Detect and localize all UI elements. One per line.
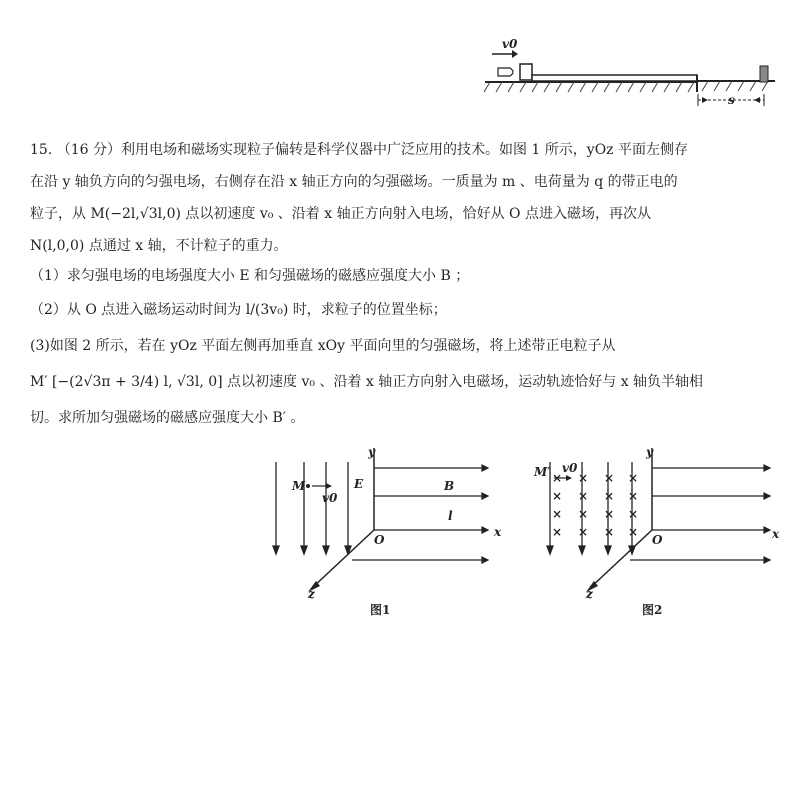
- svg-text:×: ×: [628, 507, 639, 521]
- svg-text:×: ×: [604, 525, 615, 539]
- problem-line-1: 15. （16 分）利用电场和磁场实现粒子偏转是科学仪器中广泛应用的技术。如图 1 所示，yOz 平面左侧存: [30, 142, 688, 158]
- svg-text:×: ×: [552, 525, 563, 539]
- svg-text:×: ×: [628, 471, 639, 485]
- svg-text:×: ×: [604, 489, 615, 503]
- svg-text:×: ×: [552, 489, 563, 503]
- fig1-l-label: l: [448, 509, 453, 523]
- fig2-y-label: y: [646, 448, 653, 459]
- figure-1: [262, 448, 502, 618]
- svg-text:×: ×: [552, 471, 563, 485]
- fig1-v0-label: v0: [322, 491, 338, 505]
- block: [520, 64, 532, 80]
- fig2-caption: 图2: [642, 603, 663, 617]
- fig2-b-field-lines: [630, 465, 770, 563]
- fig1-E-label: E: [354, 477, 364, 491]
- top-figure: [480, 30, 780, 120]
- svg-text:×: ×: [578, 471, 589, 485]
- particle-icon: [498, 68, 513, 76]
- svg-text:×: ×: [628, 489, 639, 503]
- fig2-cross-marks: [552, 471, 638, 539]
- fig2-O-label: O: [652, 533, 663, 547]
- question-3-line-3: 切。求所加匀强磁场的磁感应强度大小 B′ 。: [30, 410, 305, 426]
- fig1-y-label: y: [368, 448, 375, 459]
- top-v0-label: v0: [502, 37, 518, 51]
- figure-2: [532, 448, 782, 618]
- problem-line-4: N(l,0,0) 点通过 x 轴，不计粒子的重力。: [30, 238, 288, 254]
- svg-text:×: ×: [578, 525, 589, 539]
- b-field-lines: [352, 465, 488, 563]
- svg-text:×: ×: [604, 471, 615, 485]
- fig1-x-label: x: [494, 525, 502, 539]
- top-s-label: s: [728, 93, 735, 107]
- svg-text:×: ×: [628, 525, 639, 539]
- problem-line-2: 在沿 y 轴负方向的匀强电场，右侧存在沿 x 轴正方向的匀强磁场。一质量为 m 、电荷量为 q 的带正电的: [30, 174, 678, 190]
- problem-line-3: 粒子，从 M(−2l,√3l,0) 点以初速度 v₀ 、沿着 x 轴正方向射入电场，恰好从 O 点进入磁场，再次从: [30, 206, 651, 222]
- svg-text:×: ×: [578, 489, 589, 503]
- question-1: （1）求匀强电场的电场强度大小 E 和匀强磁场的磁感应强度大小 B ；: [30, 268, 470, 284]
- question-3-line-1: (3)如图 2 所示，若在 yOz 平面左侧再加垂直 xOy 平面向里的匀强磁场，将上述带正电粒子从: [30, 338, 616, 354]
- question-3-line-2: M′ [−(2√3π + 3/4) l, √3l, 0] 点以初速度 v₀ 、沿着 x 轴正方向射入电磁场，运动轨迹恰好与 x 轴负半轴相: [30, 374, 704, 390]
- fig1-M-label: M: [292, 479, 306, 493]
- fig2-M-label: M′: [534, 465, 551, 479]
- question-2: （2）从 O 点进入磁场运动时间为 l/(3v₀) 时，求粒子的位置坐标；: [30, 302, 447, 318]
- e-field-lines: [273, 462, 351, 554]
- svg-text:×: ×: [552, 507, 563, 521]
- fig1-O-label: O: [374, 533, 385, 547]
- fig1-caption: 图1: [370, 603, 391, 617]
- plank: [532, 75, 697, 81]
- fig2-v0-label: v0: [562, 461, 578, 475]
- svg-text:×: ×: [604, 507, 615, 521]
- fig2-x-label: x: [772, 527, 780, 541]
- fig1-B-label: B: [444, 479, 455, 493]
- fig2-z-label: z: [586, 587, 593, 601]
- svg-text:×: ×: [578, 507, 589, 521]
- fig1-z-label: z: [308, 587, 315, 601]
